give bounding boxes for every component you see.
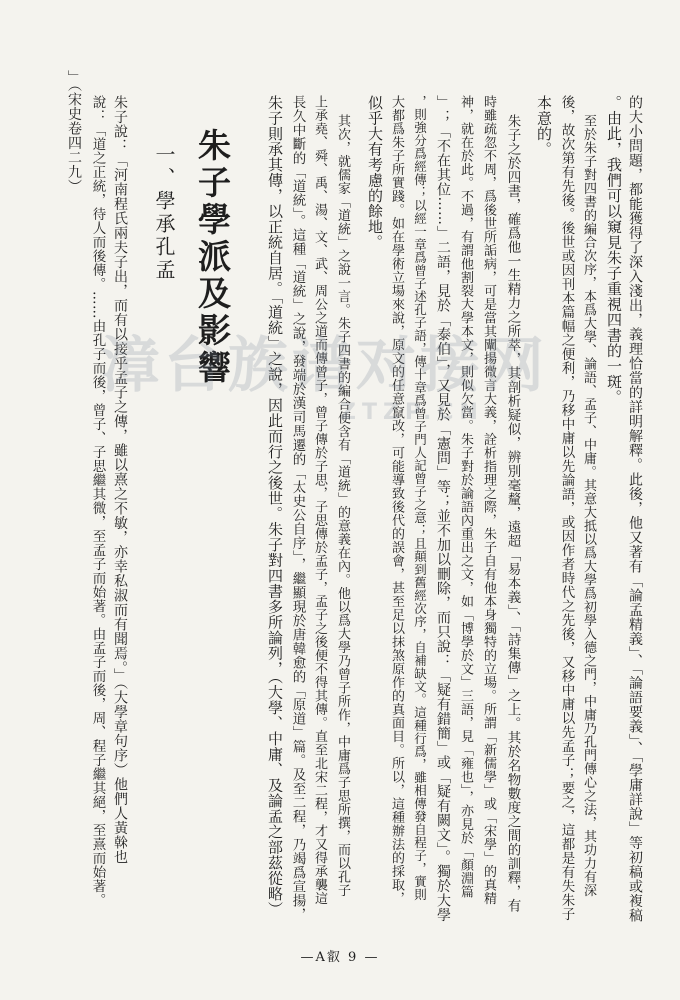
quote-column: 」（宋史卷四二九）: [66, 70, 82, 194]
text-column: 」；「不在其位……」二語，見於「泰伯」，又見於「憲問」等；並不加以刪除，而只說：「疑有錯簡」或「疑有闕文」。獨於大學: [435, 95, 451, 922]
text-column: 至於朱子對四書的編合次序，本爲大學、論語、孟子、中庸。其意大抵以爲大學爲初學入德之門，中庸乃孔門傳心之法，其功力有深: [581, 114, 596, 897]
text-column: 。由此，我們可以窺見朱子重視四書的一斑。: [605, 95, 623, 405]
text-column: 似乎大有考慮的餘地。: [366, 95, 384, 250]
text-column: 大都爲朱子所實踐。如在學術立場來說，原文的任意竄改，可能導致後代的誤會，甚至足以抹煞原作的真面目。所以，這種辦法的採取，: [389, 95, 404, 905]
watermark-url: ZTZP.CN: [340, 400, 484, 425]
watermark: 漳台族谱对接网: [100, 331, 548, 401]
text-column: 本意的。: [535, 95, 553, 157]
page-number: —A叡 9 —: [300, 950, 380, 965]
text-column: 朱子之於四書，確爲他一生精力之所萃，其剖析疑似，辨別毫釐，遠超「易本義」、「詩集傳」之上。其於名物數度之間的訓釋，有: [504, 114, 521, 913]
text-column: 的大小問題，都能獲得了深入淺出，義理恰當的詳明解釋。此後，他又著有「論孟精義」、「論語要義」、「學庸詳說」等初稿或複稿: [627, 95, 643, 923]
text-column: ，則強分爲經傳；以經一章爲曾子述孔子語，傳十章爲曾子門人記曾子之意；且顛到舊經次序，自補缺文。這種行爲，雖相傳發自程子，實則: [412, 95, 428, 901]
section-heading: 一、學承孔孟: [152, 144, 176, 282]
chapter-title: 朱子學派及影響: [193, 128, 232, 387]
text-column: 神，就在於此。不過，有謂他割裂大學本文，則似欠當。朱子對於論語內重出之文，如「博學於文」三語，見「雍也」，亦見於「顏淵篇: [458, 95, 473, 899]
text-column: 後，故次第有先後。後世或因刊本篇幅之便利，乃移中庸以先論語，或因作者時代之先後，又移中庸以先孟子；要之，這都是有失朱子: [558, 95, 575, 921]
text-column: 朱子則承其傳，以正統自居。「道統」之說，因此而行之後世。朱子對四書多所論列，（大學、中庸、及論孟之部茲從略）: [266, 95, 284, 917]
quote-column: 說：「道之正統，待人而後傳。……由孔子而後，曾子、子思繼其微，至孟子而始著。由孟子而後，周、程子繼其絕，至熹而始著。: [89, 95, 106, 907]
quote-column: 朱子說：「河南程氏兩夫子出，而有以接乎孟子之傳，雖以熹之不敏，亦幸私淑而有聞焉。」（大學章句序）他們人黃榦也: [112, 95, 128, 864]
text-column: 其次，就儒家「道統」之說一言。朱子四書的編合便含有「道統」的意義在內。他以爲大學乃曾子所作，中庸爲子思所撰，而以孔子: [335, 114, 350, 897]
text-column: 長久中斷的「道統」。這種「道統」之說，發端於漢司馬遷的「太史公自序」，繼顯現於唐韓愈的「原道」篇。及至二程，乃竭爲宣揚，: [289, 95, 306, 922]
text-column: 時雖疏忽不周，爲後世所詬病，可是當其闡揚微言大義，詮析指理之際，朱子自有他本身獨特的立場。所謂「新儒學」或「宋學」的真精: [481, 95, 496, 905]
text-column: 上承堯、舜、禹、湯、文、武、周公之道而傳曾子，曾子傳於子思，子思傳於孟子，孟子之後便不得其傳。直至北宋二程，才又得承襲這: [312, 95, 327, 905]
